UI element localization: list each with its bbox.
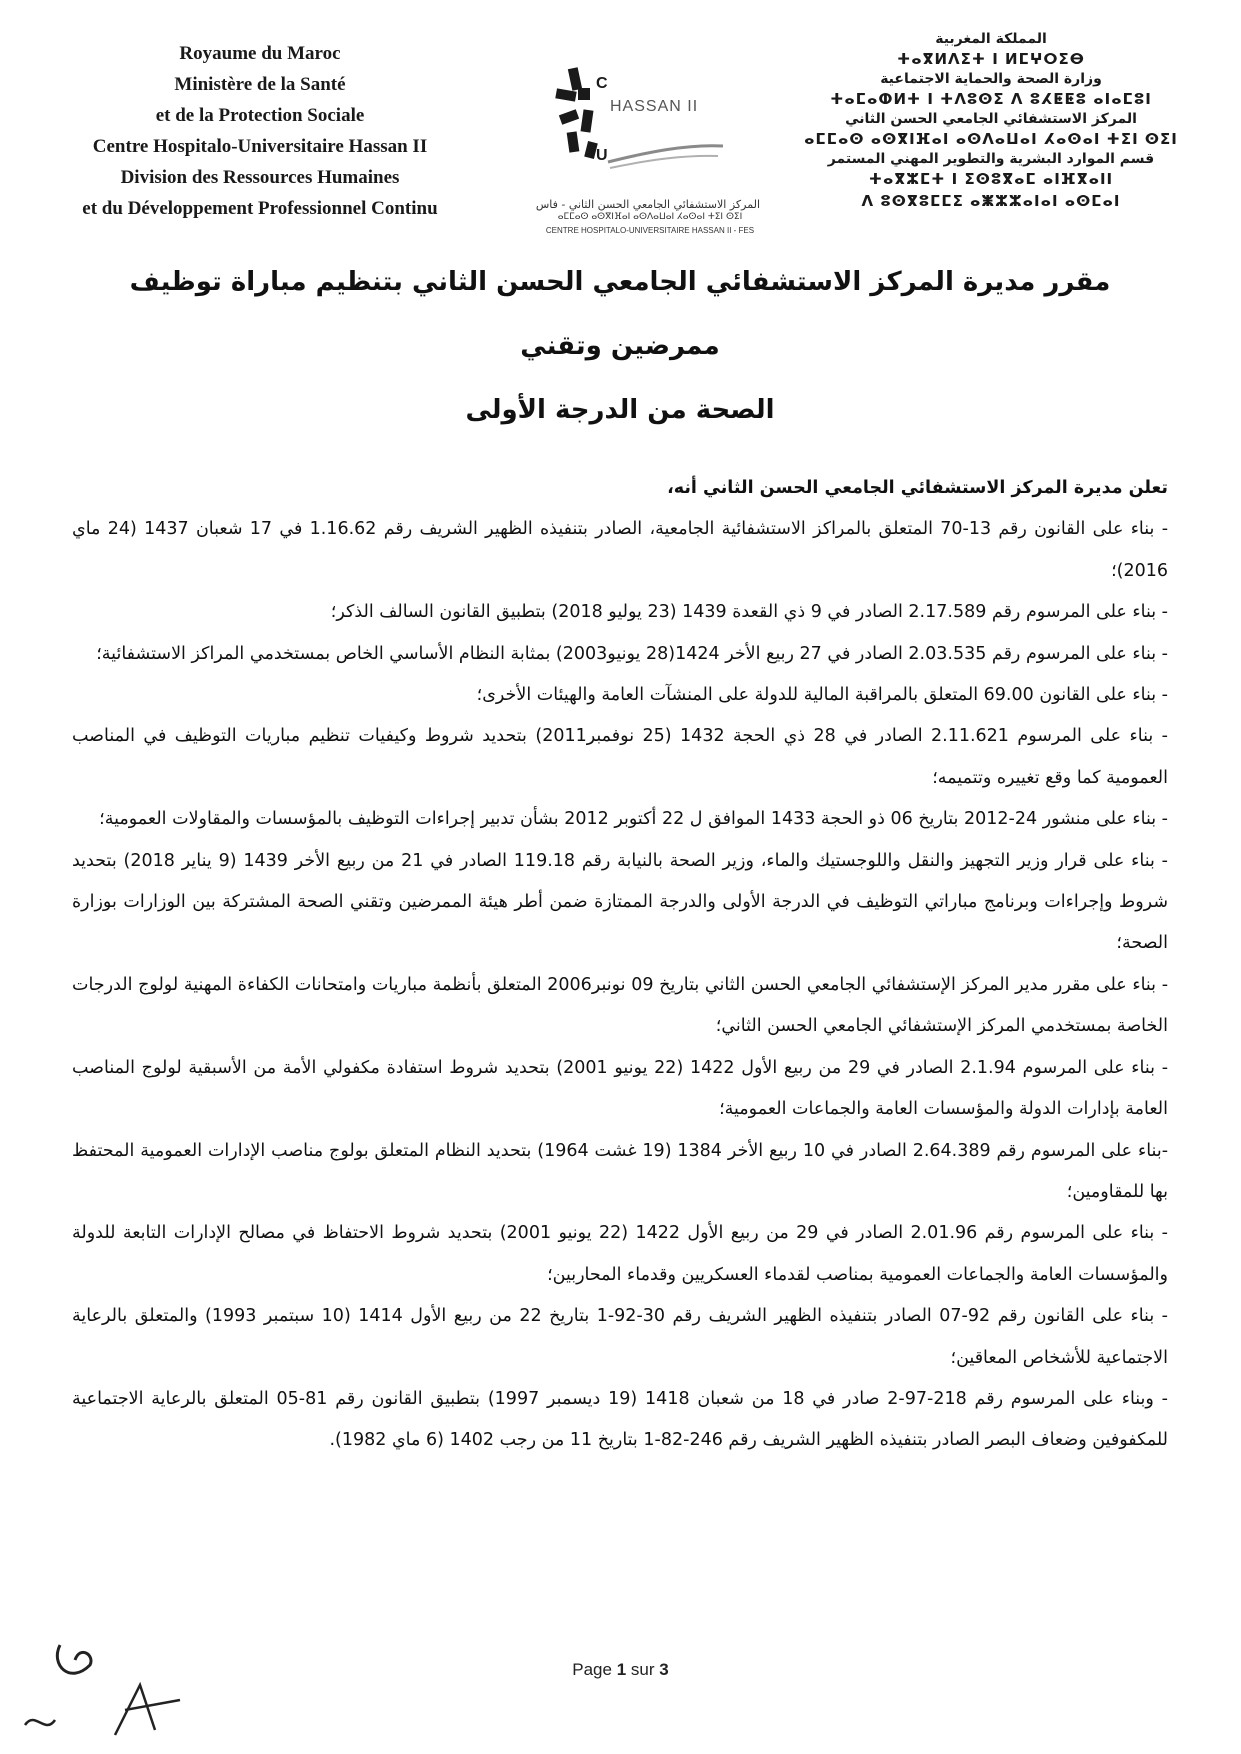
legal-reference: - بناء على القانون 69.00 المتعلق بالمراقبة المالية للدولة على المنشآت العامة والهيئات الأخرى؛ bbox=[476, 685, 1168, 706]
logo-english-caption: CENTRE HOSPITALO-UNIVERSITAIRE HASSAN II - FES bbox=[545, 226, 755, 235]
document-body bbox=[72, 468, 1168, 1462]
legal-reference: -بناء على المرسوم رقم 2.64.389 الصادر في 10 ربيع الأخر 1384 (19 غشت 1964) بتحديد النظام المتعلق بولوج مناصب الإدارات العمومية المحتفظ بها للمقاومين؛ bbox=[72, 1140, 1169, 1202]
title-line-2: الصحة من الدرجة الأولى bbox=[465, 395, 775, 425]
fr-line: et du Développement Professionnel Continu bbox=[82, 198, 438, 219]
legal-reference: - وبناء على المرسوم رقم 218-97-2 صادر في 18 من شعبان 1418 (19 ديسمبر 1997) بتطبيق القانون رقم 81-05 المتعلق بالرعاية الاجتماعية للمكفوفين وضعاف البصر الصادر بتنفيذه الظهير الشريف رقم 246-82-1 بتاريخ 11 من رجب 1402 (6 ماي 1982). bbox=[72, 1388, 1168, 1451]
logo-letter-c: C bbox=[596, 75, 608, 92]
page-footer bbox=[0, 1660, 1241, 1680]
chu-logo-mark-icon bbox=[548, 60, 748, 200]
arabic-letterhead bbox=[781, 30, 1201, 212]
logo-hassan-ii: HASSAN II bbox=[610, 98, 699, 115]
document-header bbox=[0, 30, 1241, 240]
legal-reference: - بناء على المرسوم 2.1.94 الصادر في 29 من ربيع الأول 1422 (22 يونيو 2001) بتحديد شروط استفادة مكفولي الأمة من الأسبقية لولوج المناصب العامة بإدارات الدولة والمؤسسات العامة والجماعات العمومية؛ bbox=[72, 1057, 1169, 1120]
tifinagh-line: ⵜⴰⵎⴰⵀⵍⵜ ⵏ ⵜⴷⵓⵙⵉ ⴷ ⵓⵃⵟⵟⵓ ⴰⵏⴰⵎⵓⵏ bbox=[830, 90, 1152, 108]
logo-tifinagh-caption: ⴰⵎⵎⴰⵙ ⴰⵙⴳⵏⴼⴰⵏ ⴰⵙⴷⴰⵡⴰⵏ ⵃⴰⵙⴰⵏ ⵜⵉⵏ ⵙⵉⵏ bbox=[557, 212, 743, 222]
page-current: 1 bbox=[616, 1660, 627, 1679]
tifinagh-line: ⴰⵎⵎⴰⵙ ⴰⵙⴳⵏⴼⴰⵏ ⴰⵙⴷⴰⵡⴰⵏ ⵃⴰⵙⴰⵏ ⵜⵉⵏ ⵙⵉⵏ bbox=[804, 130, 1178, 148]
french-letterhead bbox=[40, 38, 480, 224]
legal-reference: - بناء على المرسوم رقم 2.01.96 الصادر في 29 من ربيع الأول 1422 (22 يونيو 2001) بتحديد شروط الاحتفاظ في مصالح الإدارات التابعة للدولة والمؤسسات العامة والجماعات العمومية بمناصب لقدماء العسكريين وقدماء المحاربين؛ bbox=[72, 1223, 1168, 1285]
handwritten-signature-icon bbox=[20, 1625, 190, 1745]
legal-reference: - بناء على منشور 24-2012 بتاريخ 06 ذو الحجة 1433 الموافق ل 22 أكتوبر 2012 بشأن تدبير إجراءات التوظيف بالمؤسسات والمقاولات العمومية؛ bbox=[99, 809, 1168, 830]
legal-reference: - بناء على مقرر مدير المركز الإستشفائي الجامعي الحسن الثاني بتاريخ 09 نونبر2006 المتعلق بأنظمة مباريات وامتحانات الكفاءة المهنية لولوج الدرجات الخاصة بمستخدمي المركز الإستشفائي الجامعي الحسن الثاني؛ bbox=[72, 974, 1169, 1037]
ar-line: المملكة المغربية bbox=[935, 31, 1047, 47]
page-sep: sur bbox=[630, 1660, 655, 1679]
fr-line: Royaume du Maroc bbox=[179, 43, 341, 64]
page-total: 3 bbox=[659, 1660, 669, 1679]
logo-arabic-caption: المركز الاستشفائي الجامعي الحسن الثاني - فاس bbox=[535, 198, 760, 211]
ar-line: قسم الموارد البشرية والتطوير المهني المستمر bbox=[827, 151, 1155, 167]
tifinagh-line: ⵜⴰⴳⵍⴷⵉⵜ ⵏ ⵍⵎⵖⵔⵉⴱ bbox=[897, 50, 1085, 68]
title-line-1: مقرر مديرة المركز الاستشفائي الجامعي الحسن الثاني بتنظيم مباراة توظيف ممرضين وتقني bbox=[129, 267, 1111, 361]
fr-line: et de la Protection Sociale bbox=[155, 105, 365, 126]
ar-line: وزارة الصحة والحماية الاجتماعية bbox=[880, 71, 1102, 87]
legal-reference: - بناء على قرار وزير التجهيز والنقل واللوجستيك والماء، وزير الصحة بالنيابة رقم 119.18 الصادر في 21 من ربيع الأخر 1439 (9 يناير 2018) بتحديد شروط وإجراءات وبرنامج مباراتي التوظيف في الدرجة الأولى والدرجة الممتازة ضمن أطر هيئة الممرضين وتقني الصحة المشتركة بين الوزارات بوزارة الصحة؛ bbox=[72, 850, 1168, 954]
legal-reference: - بناء على القانون رقم 92-07 الصادر بتنفيذه الظهير الشريف رقم 30-92-1 بتاريخ 22 من ربيع الأول 1414 (10 سبتمبر 1993) والمتعلق بالرعاية الاجتماعية للأشخاص المعاقين؛ bbox=[72, 1306, 1169, 1368]
document-title bbox=[120, 250, 1120, 442]
chu-logo bbox=[535, 60, 760, 235]
legal-reference: - بناء على القانون رقم 13-70 المتعلق بالمراكز الاستشفائية الجامعية، الصادر بتنفيذه الظهير الشريف رقم 1.16.62 في 17 شعبان 1437 (24 ماي 2016)؛ bbox=[72, 519, 1169, 581]
fr-line: Ministère de la Santé bbox=[174, 74, 346, 95]
ar-line: المركز الاستشفائي الجامعي الحسن الثاني bbox=[845, 111, 1137, 127]
legal-reference: - بناء على المرسوم رقم 2.03.535 الصادر في 27 ربيع الأخر 1424(28 يونيو2003) بمثابة النظام الأساسي الخاص بمستخدمي المراكز الاستشفائية؛ bbox=[96, 643, 1168, 664]
tifinagh-line: ⴷ ⵓⵙⴳⵓⵎⵎⵉ ⴰⵥⵣⵣⴰⵏⴰⵏ ⴰⵙⵎⴰⵏ bbox=[861, 192, 1121, 210]
intro-line: تعلن مديرة المركز الاستشفائي الجامعي الحسن الثاني أنه، bbox=[667, 478, 1168, 498]
legal-reference: - بناء على المرسوم رقم 2.17.589 الصادر في 9 ذي القعدة 1439 (23 يوليو 2018) بتطبيق القانون السالف الذكر؛ bbox=[330, 602, 1168, 623]
logo-letter-u: U bbox=[596, 147, 608, 164]
fr-line: Division des Ressources Humaines bbox=[120, 167, 400, 188]
tifinagh-line: ⵜⴰⴳⵣⵎⵜ ⵏ ⵉⵙⵓⴳⴰⵎ ⴰⵏⴼⴳⴰⵏⵏ bbox=[868, 170, 1114, 188]
legal-reference: - بناء على المرسوم 2.11.621 الصادر في 28 ذي الحجة 1432 (25 نوفمبر2011) بتحديد شروط وكيفيات تنظيم مباريات التوظيف في المناصب العمومية كما وقع تغييره وتتميمه؛ bbox=[72, 726, 1168, 788]
fr-line: Centre Hospitalo-Universitaire Hassan II bbox=[92, 136, 428, 157]
page-label: Page bbox=[572, 1660, 612, 1679]
